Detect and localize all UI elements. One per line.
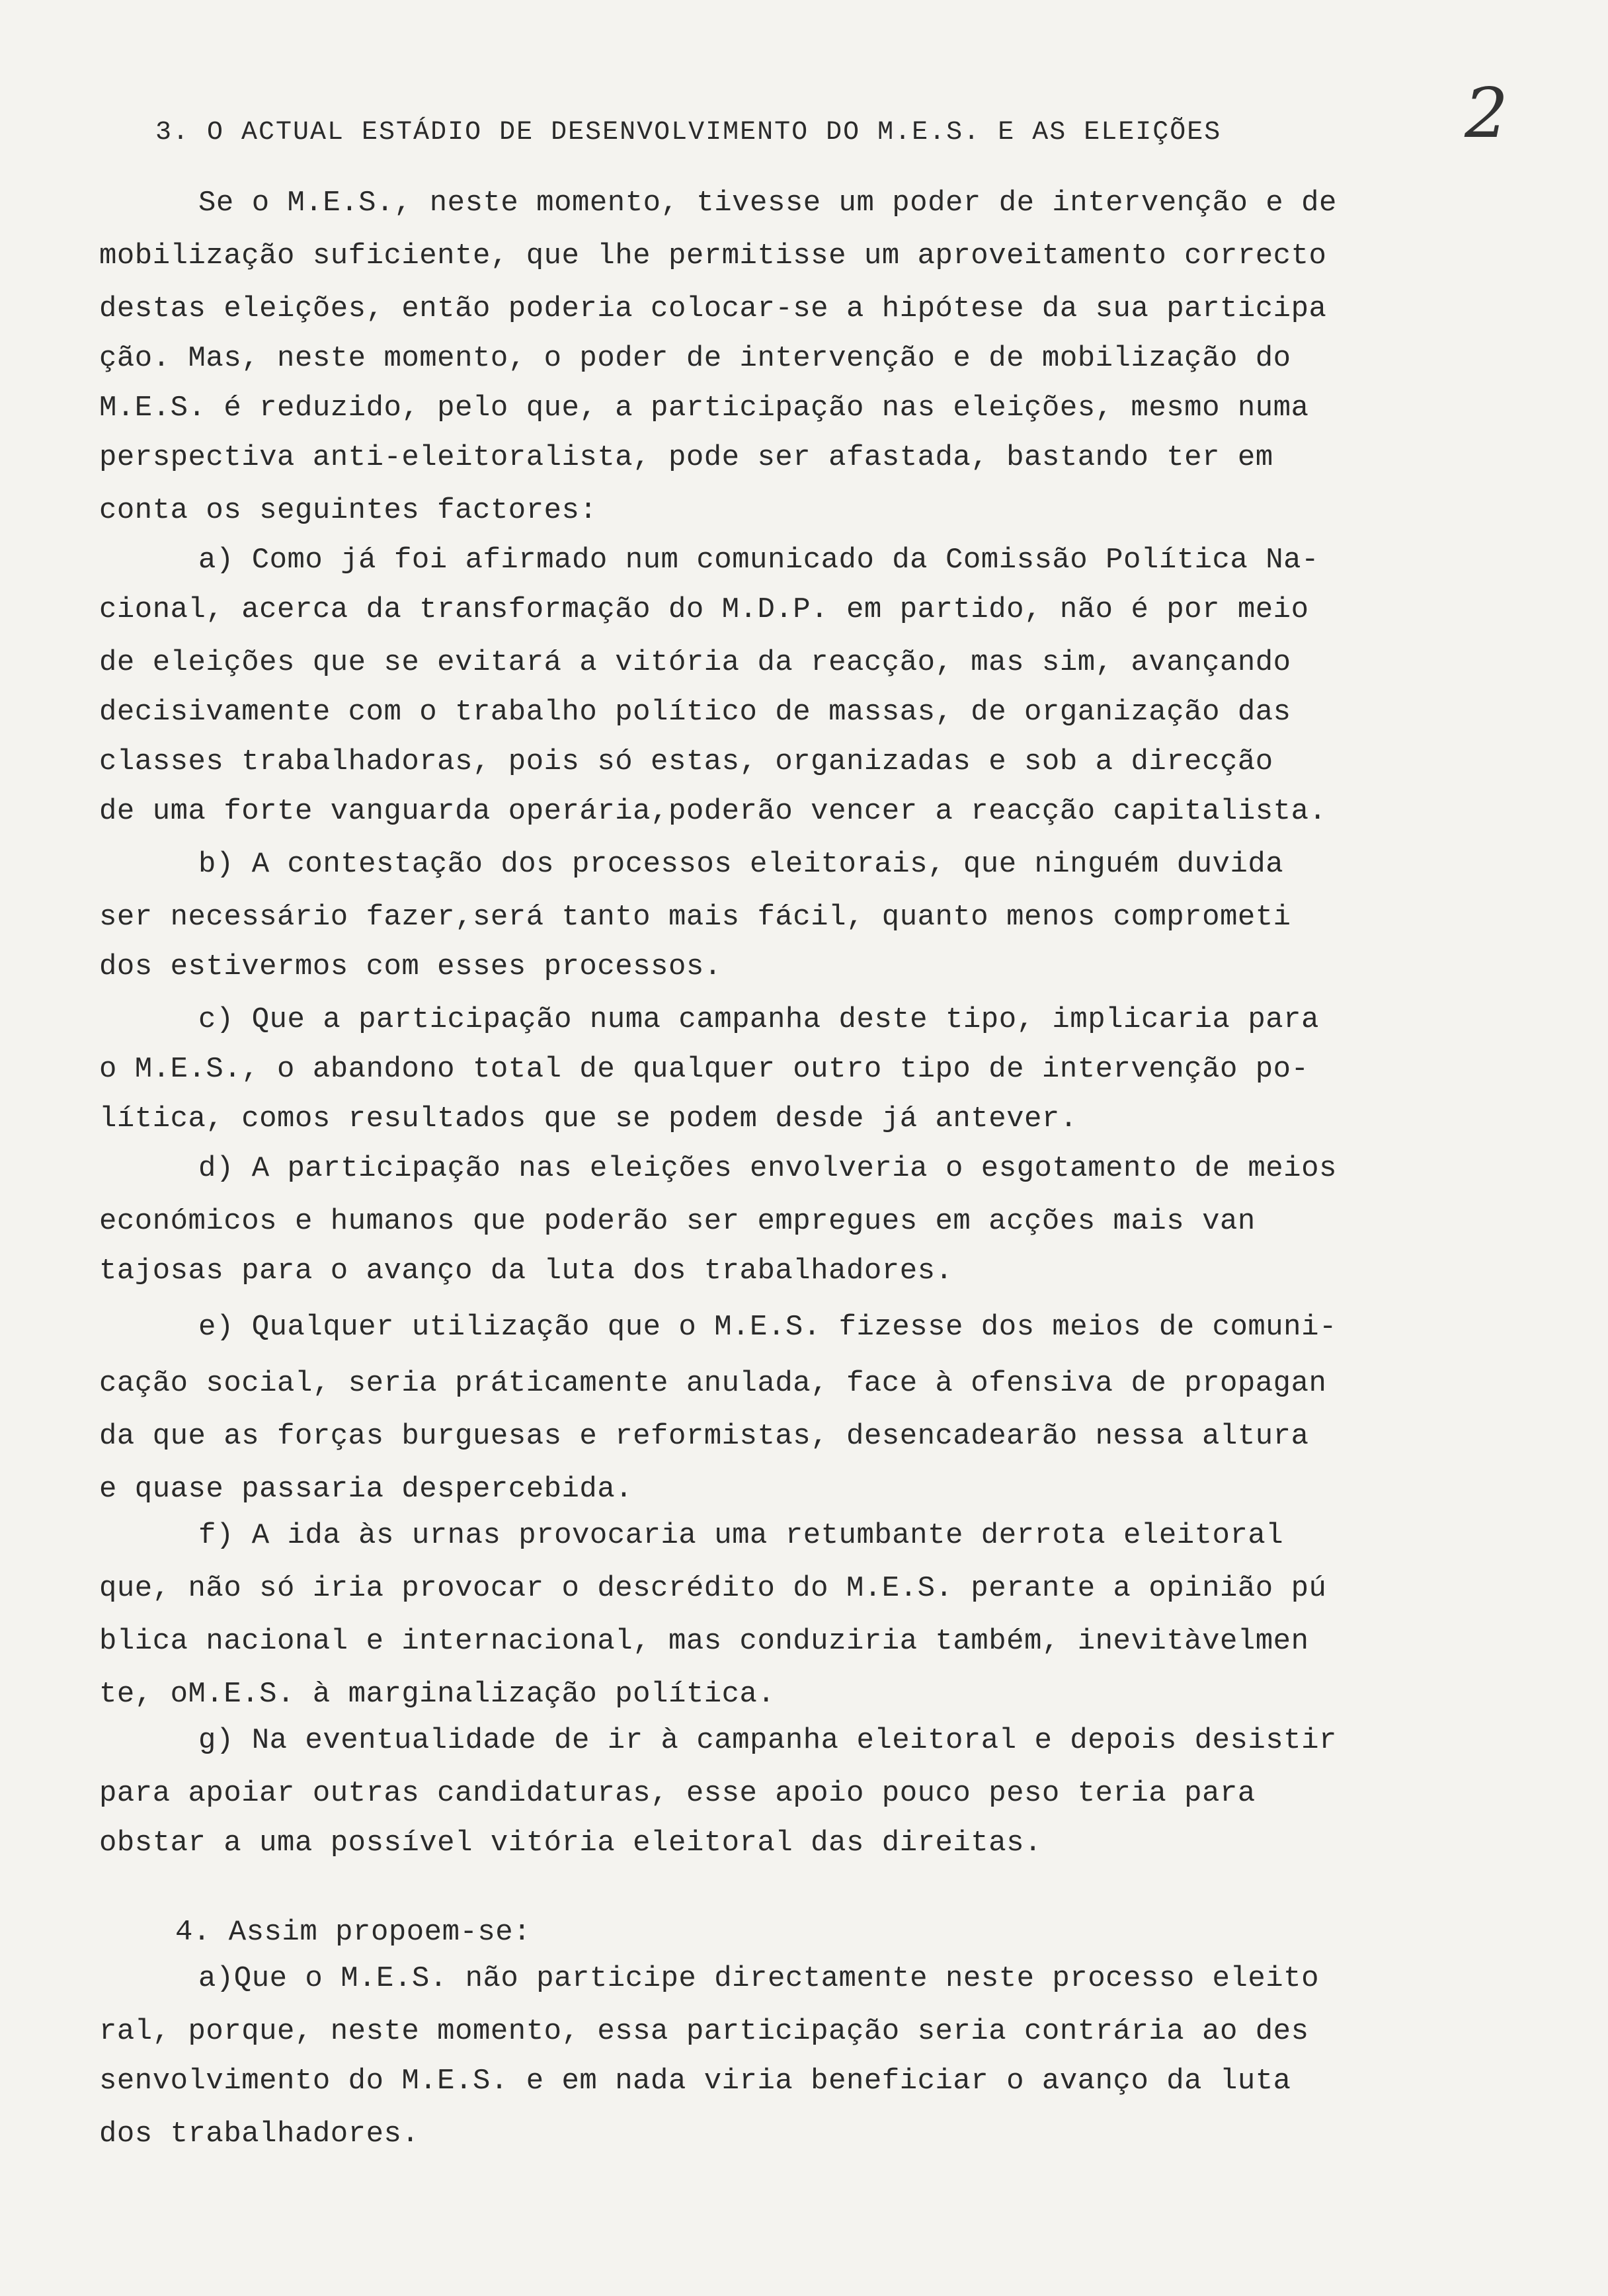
item-a-line: a) Como já foi afirmado num comunicado da Comissão Política Na- — [198, 544, 1319, 577]
item-f-line: f) A ida às urnas provocaria uma retumbante derrota eleitoral — [198, 1519, 1284, 1552]
section-4-line: dos trabalhadores. — [99, 2117, 420, 2151]
item-c-line: lítica, comos resultados que se podem desde já antever. — [99, 1102, 1078, 1135]
item-e-line: cação social, seria práticamente anulada, face à ofensiva de propagan — [99, 1367, 1327, 1400]
item-b-line: ser necessário fazer,será tanto mais fácil, quanto menos comprometi — [99, 901, 1291, 934]
item-g-line: obstar a uma possível vitória eleitoral das direitas. — [99, 1826, 1042, 1860]
item-d-line: tajosas para o avanço da luta dos trabalhadores. — [99, 1254, 953, 1288]
item-a-line: de eleições que se evitará a vitória da reacção, mas sim, avançando — [99, 646, 1291, 679]
intro-line: perspectiva anti-eleitoralista, pode ser afastada, bastando ter em — [99, 441, 1273, 474]
item-e-line: da que as forças burguesas e reformistas, desencadearão nessa altura — [99, 1420, 1309, 1453]
item-a-line: cional, acerca da transformação do M.D.P. em partido, não é por meio — [99, 593, 1309, 626]
intro-line: Se o M.E.S., neste momento, tivesse um poder de intervenção e de — [198, 186, 1337, 220]
item-f-line: blica nacional e internacional, mas conduziria também, inevitàvelmen — [99, 1625, 1309, 1658]
section-3-heading: 3. O ACTUAL ESTÁDIO DE DESENVOLVIMENTO DO M.E.S. E AS ELEIÇÕES — [155, 118, 1222, 147]
item-b-line: dos estivermos com esses processos. — [99, 950, 722, 983]
section-4-heading: 4. Assim propoem-se: — [175, 1916, 532, 1949]
intro-line: mobilização suficiente, que lhe permitisse um aproveitamento correcto — [99, 239, 1327, 272]
intro-line: conta os seguintes factores: — [99, 494, 598, 527]
item-a-line: decisivamente com o trabalho político de massas, de organização das — [99, 696, 1291, 729]
item-f-line: te, oM.E.S. à marginalização política. — [99, 1678, 776, 1711]
item-c-line: o M.E.S., o abandono total de qualquer outro tipo de intervenção po- — [99, 1053, 1309, 1086]
item-d-line: económicos e humanos que poderão ser empregues em acções mais van — [99, 1205, 1256, 1238]
item-a-line: de uma forte vanguarda operária,poderão vencer a reacção capitalista. — [99, 795, 1327, 828]
item-c-line: c) Que a participação numa campanha deste tipo, implicaria para — [198, 1003, 1319, 1036]
section-4-line: ral, porque, neste momento, essa participação seria contrária ao des — [99, 2015, 1309, 2048]
item-e-line: e) Qualquer utilização que o M.E.S. fizesse dos meios de comuni- — [198, 1311, 1337, 1344]
item-e-line: e quase passaria despercebida. — [99, 1473, 633, 1506]
section-4-line: a)Que o M.E.S. não participe directamente neste processo eleito — [198, 1962, 1319, 1995]
intro-line: M.E.S. é reduzido, pelo que, a participação nas eleições, mesmo numa — [99, 391, 1309, 425]
page-number: 2 — [1465, 73, 1509, 153]
intro-line: destas eleições, então poderia colocar-se a hipótese da sua participa — [99, 292, 1327, 325]
intro-line: ção. Mas, neste momento, o poder de intervenção e de mobilização do — [99, 342, 1291, 375]
section-4-line: senvolvimento do M.E.S. e em nada viria beneficiar o avanço da luta — [99, 2065, 1291, 2098]
item-f-line: que, não só iria provocar o descrédito do M.E.S. perante a opinião pú — [99, 1572, 1327, 1605]
item-a-line: classes trabalhadoras, pois só estas, organizadas e sob a direcção — [99, 745, 1273, 778]
item-b-line: b) A contestação dos processos eleitorais, que ninguém duvida — [198, 848, 1284, 881]
item-g-line: para apoiar outras candidaturas, esse apoio pouco peso teria para — [99, 1777, 1256, 1810]
item-d-line: d) A participação nas eleições envolveria o esgotamento de meios — [198, 1152, 1337, 1185]
item-g-line: g) Na eventualidade de ir à campanha eleitoral e depois desistir — [198, 1724, 1337, 1757]
